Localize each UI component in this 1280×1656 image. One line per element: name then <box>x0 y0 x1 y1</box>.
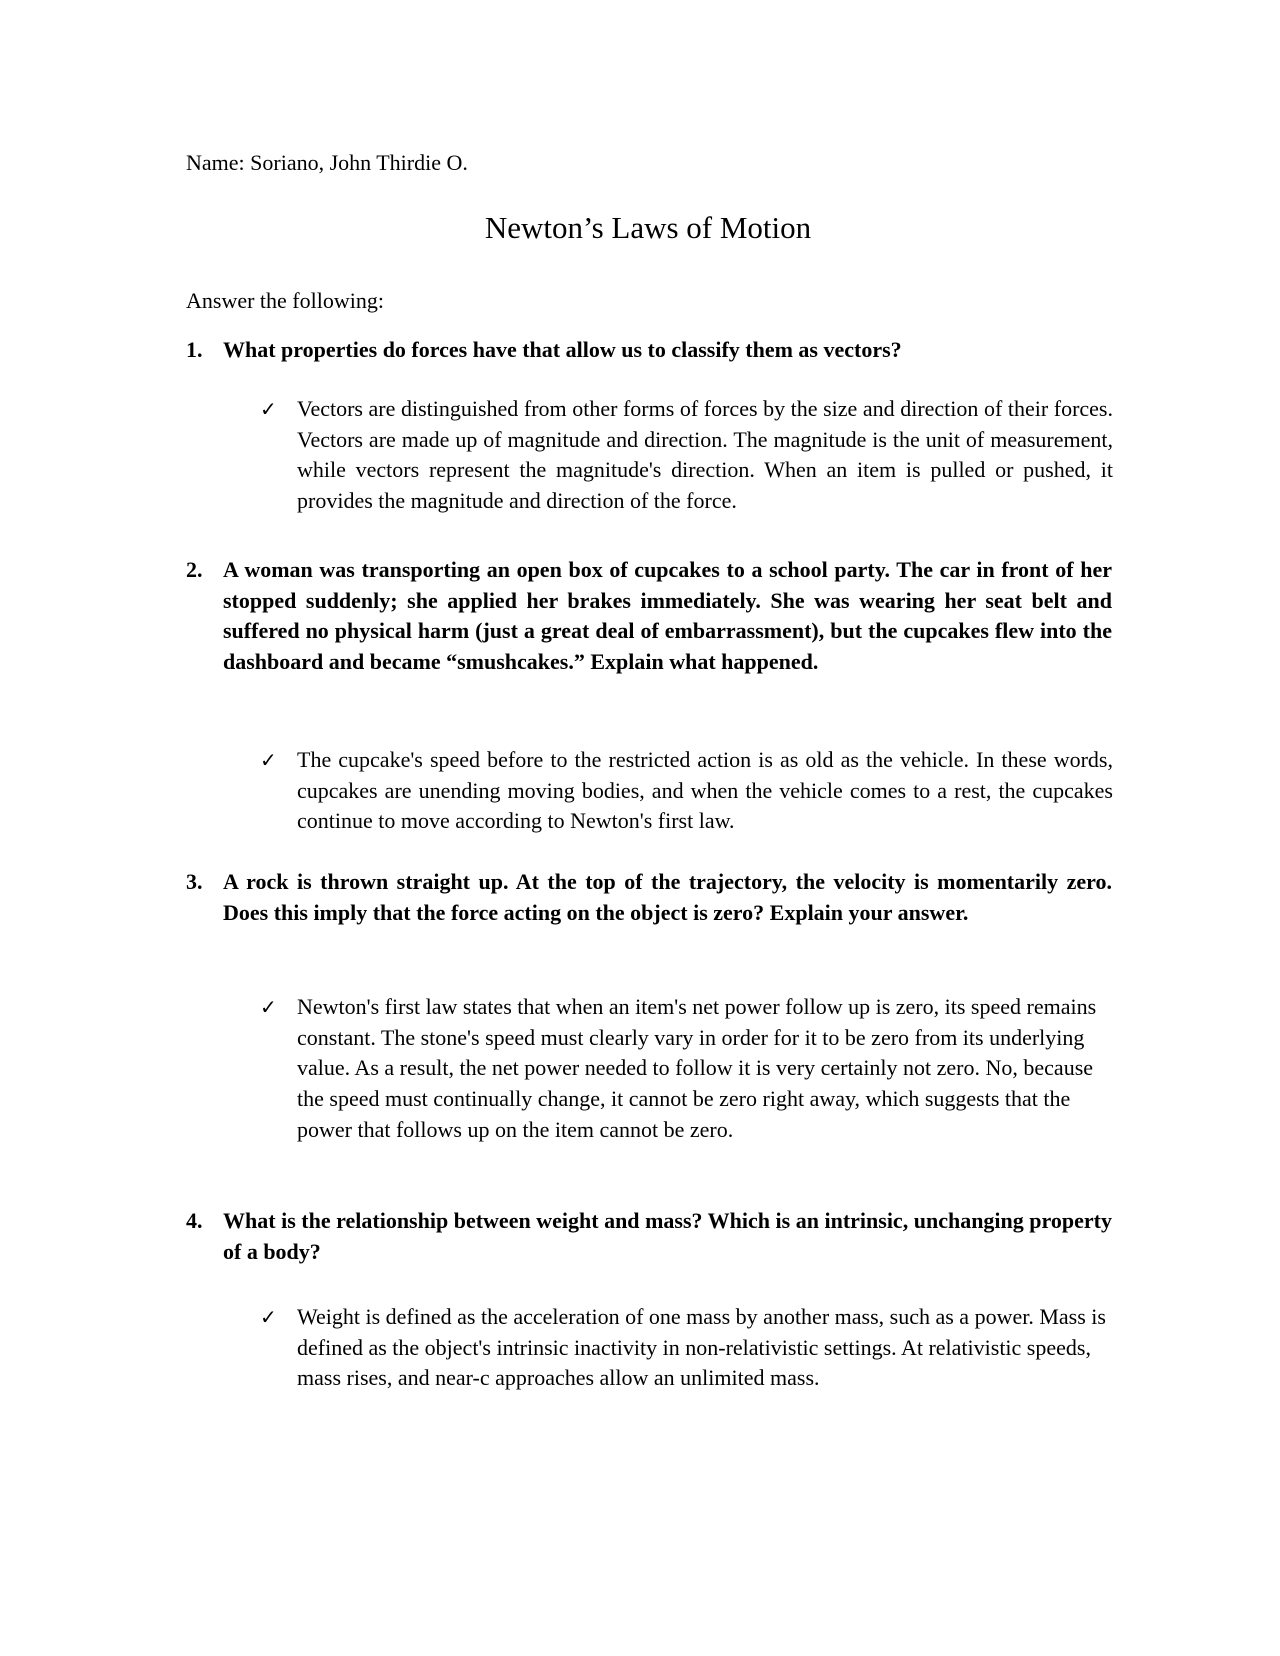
question-4 <box>186 1206 1112 1267</box>
question-3 <box>186 867 1112 928</box>
question-number: 3. <box>186 869 203 894</box>
checkmark-icon: ✓ <box>260 995 277 1019</box>
answer-text: Weight is defined as the acceleration of one mass by another mass, such as a power. Mass is defined as the object's intrinsic inactivity in non-relativistic settings. At relativistic speeds, mass rises, and near-c approaches allow an unlimited mass. <box>297 1304 1106 1391</box>
checkmark-icon: ✓ <box>260 748 277 772</box>
answer-text: The cupcake's speed before to the restricted action is as old as the vehicle. In these words, cupcakes are unending moving bodies, and when the vehicle comes to a rest, the cupcakes continue to move according to Newton's first law. <box>297 747 1113 834</box>
answer-4 <box>260 1302 1113 1394</box>
question-number: 1. <box>186 337 203 362</box>
question-text: What properties do forces have that allow us to classify them as vectors? <box>223 337 902 362</box>
answer-2 <box>260 745 1113 837</box>
student-name: Name: Soriano, John Thirdie O. <box>186 150 468 175</box>
answer-text: Vectors are distinguished from other forms of forces by the size and direction of their forces. Vectors are made up of magnitude and direction. The magnitude is the unit of measurement, while vectors represent the magnitude's direction. When an item is pulled or pushed, it provides the magnitude and direction of the force. <box>297 396 1113 514</box>
answer-3 <box>260 992 1113 1146</box>
question-1 <box>186 335 1112 366</box>
question-text: A rock is thrown straight up. At the top of the trajectory, the velocity is momentarily zero. Does this imply that the force acting on the object is zero? Explain your answer. <box>223 869 1112 925</box>
answer-text: Newton's first law states that when an item's net power follow up is zero, its speed remains constant. The stone's speed must clearly vary in order for it to be zero from its underlying value. As a result, the net power needed to follow it is very certainly not zero. No, because the speed must continually change, it cannot be zero right away, which suggests that the power that follows up on the item cannot be zero. <box>297 994 1097 1142</box>
checkmark-icon: ✓ <box>260 397 277 421</box>
question-2 <box>186 555 1112 678</box>
page-title: Newton’s Laws of Motion <box>484 210 812 245</box>
answer-1 <box>260 394 1113 517</box>
checkmark-icon: ✓ <box>260 1305 277 1329</box>
question-text: A woman was transporting an open box of cupcakes to a school party. The car in front of her stopped suddenly; she applied her brakes immediately. She was wearing her seat belt and suffered no physical harm (just a great deal of embarrassment), but the cupcakes flew into the dashboard and became “smushcakes.” Explain what happened. <box>223 557 1112 675</box>
question-number: 4. <box>186 1208 203 1233</box>
instruction-text: Answer the following: <box>186 288 384 313</box>
question-text: What is the relationship between weight and mass? Which is an intrinsic, unchanging property of a body? <box>223 1208 1112 1264</box>
question-number: 2. <box>186 557 203 582</box>
